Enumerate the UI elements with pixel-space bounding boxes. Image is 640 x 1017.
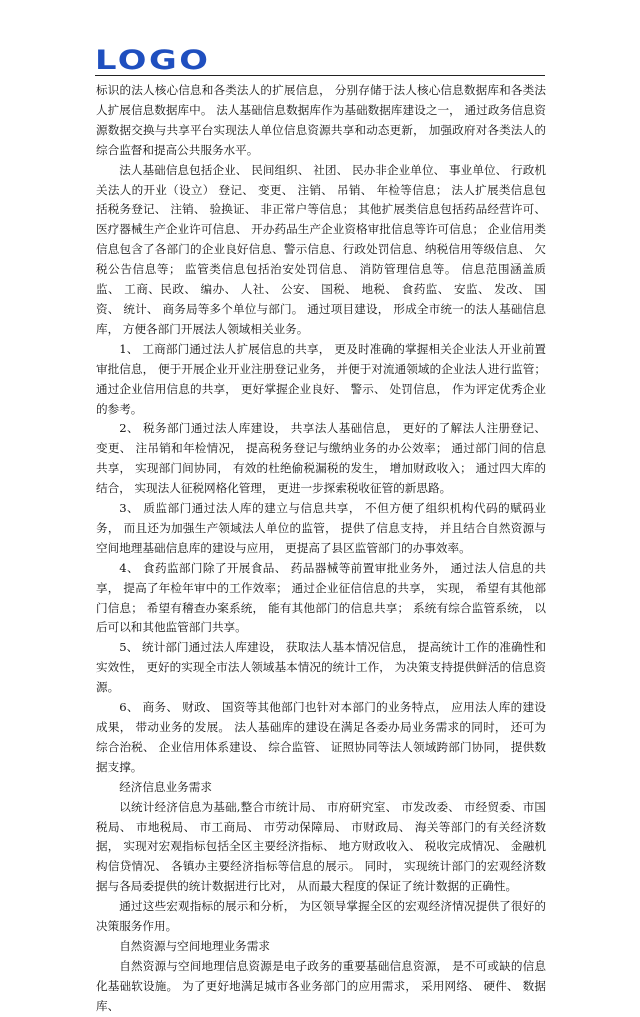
document-body (96, 81, 546, 1017)
paragraph: 2、 税务部门通过法人库建设， 共享法人基础信息， 更好的了解法人注册登记、 变更、 注吊销和年检情况， 提高税务登记与缴纳业务的办公效率； 通过部门间的信息共享， 实现部门间协同， 有效的杜绝偷税漏税的发生， 增加财政收入； 通过四大库的结合， 实现法人征税网格化管理， 更进一步探索税收征管的新思路。 (96, 421, 546, 496)
section-heading: 经济信息业务需求 (119, 779, 212, 794)
paragraph: 以统计经济信息为基础,整合市统计局、 市府研究室、 市发改委、 市经贸委、市国税局、 市地税局、 市工商局、 市劳动保障局、 市财政局、 海关等部门的有关经济数据， 实现对宏观指标包括全区主要经济指标、 地方财政收入、 税收完成情况、 金融机构信贷情况、 各镇办主要经济指标等信息的展示。 同时， 实现统计部门的宏观经济数据与各局委提供的统计数据进行比对， 从而最大程度的保证了统计数据的正确性。 (96, 799, 546, 894)
paragraph: 1、 工商部门通过法人扩展信息的共享， 更及时准确的掌握相关企业法人开业前置审批信息， 便于开展企业开业注册登记业务， 并便于对流通领域的企业法人进行监管； 通过企业信用信息的共享， 更好掌握企业良好、 警示、 处罚信息， 作为评定优秀企业的参考。 (96, 341, 546, 416)
paragraph: 6、 商务、 财政、 国资等其他部门也针对本部门的业务特点， 应用法人库的建设成果， 带动业务的发展。 法人基础库的建设在满足各委办局业务需求的同时， 还可为综合治税、 企业信用体系建设、 综合监管、 证照协同等法人领域跨部门协同， 提供数据支撑。 (96, 700, 546, 774)
header-divider (95, 75, 545, 76)
paragraph: 通过这些宏观指标的展示和分析， 为区领导掌握全区的宏观经济情况提供了很好的决策服务作用。 (96, 899, 546, 934)
paragraph: 标识的法人核心信息和各类法人的扩展信息， 分别存储于法人核心信息数据库和各类法人扩展信息数据库中。 法人基础信息数据库作为基础数据库建设之一， 通过政务信息资源数据交换与共享平台实现法人单位信息资源共享和动态更新， 加强政府对各类法人的综合监督和提高公共服务水平。 (96, 83, 546, 157)
logo: LOGO (95, 45, 211, 76)
paragraph: 3、 质监部门通过法人库的建立与信息共享， 不但方便了组织机构代码的赋码业务， 而且还为加强生产领域法人单位的监管， 提供了信息支持， 并且结合自然资源与空间地理基础信息库的建设与应用， 更提高了县区监管部门的办事效率。 (96, 501, 546, 555)
section-heading: 自然资源与空间地理业务需求 (119, 938, 270, 953)
paragraph: 4、 食药监部门除了开展食品、 药品器械等前置审批业务外， 通过法人信息的共享， 提高了年检年审中的工作效率； 通过企业征信信息的共享， 实现， 希望有其他部门信息； 希望有稽查办案系统， 能有其他部门的信息共享； 系统有综合监管系统， 以后可以和其他监管部门共享。 (96, 560, 546, 635)
paragraph: 5、 统计部门通过法人库建设， 获取法人基本情况信息， 提高统计工作的准确性和实效性， 更好的实现全市法人领域基本情况的统计工作， 为决策支持提供鲜活的信息资源。 (96, 640, 546, 695)
paragraph: 法人基础信息包括企业、 民间组织、 社团、 民办非企业单位、 事业单位、 行政机关法人的开业（设立） 登记、 变更、 注销、 吊销、 年检等信息； 法人扩展类信息包括税务登记、 注销、 验换证、 非正常户等信息； 其他扩展类信息包括药品经营许可、 医疗器械生产企业许可信息、 开办药品生产企业资格审批信息等许可信息； 企业信用类信息包含了各部门的企业良好信息、警示信息、行政处罚信息、纳税信用等级信息、 欠税公告信息等； 监管类信息包括治安处罚信息、 消防管理信息等。 信息范围涵盖质监、 工商、民政、 编办、 人社、 公安、 国税、 地税、 食药监、 安监、 发改、 国资、 统计、 商务局等多个单位与部门。 通过项目建设， 形成全市统一的法人基础信息库， 方便各部门开展法人领域相关业务。 (96, 162, 546, 336)
paragraph: 自然资源与空间地理信息资源是电子政务的重要基础信息资源， 是不可或缺的信息化基础软设施。 为了更好地满足城市各业务部门的应用需求， 采用网络、 硬件、 数据库、 (96, 958, 546, 1013)
